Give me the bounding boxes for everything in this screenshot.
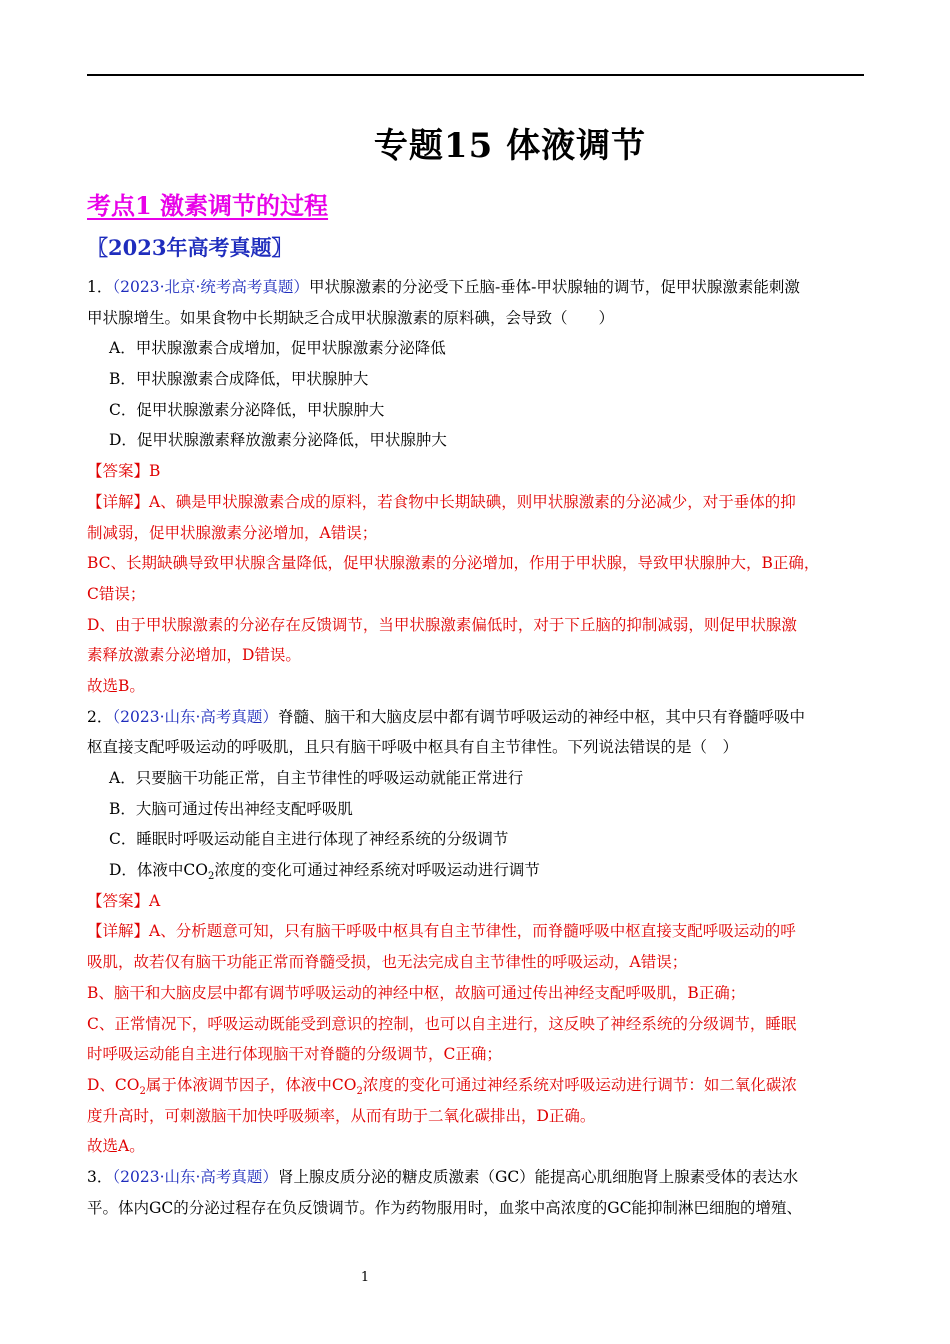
q1-analysis-line: D、由于甲状腺激素的分泌存在反馈调节，当甲状腺激素偏低时，对于下丘脑的抑制减弱，则促甲状腺激 — [87, 615, 797, 634]
q3-source: （2023·山东·高考真题） — [112, 1167, 278, 1186]
q1-option-a: A．甲状腺激素合成增加，促甲状腺激素分泌降低 — [109, 339, 446, 358]
q1-analysis-line: BC、长期缺碘导致甲状腺含量降低，促甲状腺激素的分泌增加，作用于甲状腺，导致甲状腺肿大，B正确， — [87, 554, 820, 573]
year-heading: 〖2023年高考真题〗 — [87, 235, 293, 260]
q2-analysis-line: C、正常情况下，呼吸运动既能受到意识的控制，也可以自主进行，这反映了神经系统的分级调节，睡眠 — [87, 1014, 797, 1033]
q1-analysis-line: 制减弱，促甲状腺激素分泌增加，A错误； — [87, 523, 378, 542]
q1-stem-line2: 甲状腺增生。如果食物中长期缺乏合成甲状腺激素的原料碘，会导致（ ） — [87, 308, 615, 327]
q2-analysis-line: 时呼吸运动能自主进行体现脑干对脊髓的分级调节，C正确； — [87, 1045, 502, 1064]
q2-option-b: B．大脑可通过传出神经支配呼吸肌 — [109, 799, 353, 818]
q2-analysis-line: 度升高时，可刺激脑干加快呼吸频率，从而有助于二氧化碳排出，D正确。 — [87, 1106, 596, 1125]
q3-stem-line2: 平。体内GC的分泌过程存在负反馈调节。作为药物服用时，血浆中高浓度的GC能抑制淋巴细胞的增殖、 — [87, 1198, 802, 1217]
q3-stem-line1 — [87, 1162, 867, 1193]
q1-conclusion: 故选B。 — [87, 676, 145, 695]
q1-source: （2023·北京·统考高考真题） — [112, 278, 309, 296]
q1-option-b: B．甲状腺激素合成降低，甲状腺肿大 — [109, 370, 369, 389]
q1-number: 1． — [87, 278, 113, 296]
q1-answer: 【答案】B — [87, 462, 161, 481]
subscript: 2 — [356, 1085, 363, 1097]
q2-source: （2023·山东·高考真题） — [112, 707, 278, 726]
subscript: 2 — [139, 1085, 146, 1097]
q2-number: 2． — [87, 707, 113, 726]
q2-option-c: C．睡眠时呼吸运动能自主进行体现了神经系统的分级调节 — [109, 830, 509, 849]
q2-conclusion: 故选A。 — [87, 1137, 145, 1156]
q2-analysis-line: B、脑干和大脑皮层中都有调节呼吸运动的神经中枢，故脑可通过传出神经支配呼吸肌，B正确； — [87, 983, 746, 1002]
q2-analysis-text: 浓度的变化可通过神经系统对呼吸运动进行调节：如二氧化碳浓 — [362, 1075, 797, 1094]
subscript: 2 — [208, 871, 215, 883]
question-body — [87, 272, 867, 1223]
q1-analysis-line: C错误； — [87, 584, 146, 603]
q2-analysis-line: 【详解】A、分析题意可知，只有脑干呼吸中枢具有自主节律性，而脊髓呼吸中枢直接支配呼吸运动的呼 — [87, 922, 796, 941]
q2-option-a: A．只要脑干功能正常，自主节律性的呼吸运动就能正常进行 — [109, 769, 524, 787]
q1-option-c: C．促甲状腺激素分泌降低，甲状腺肿大 — [109, 400, 385, 419]
q2-analysis-text: D、CO — [87, 1075, 140, 1094]
q2-stem-line1 — [87, 702, 867, 733]
page-number: 1 — [360, 1270, 370, 1285]
q2-analysis-line — [87, 1070, 867, 1101]
q2-answer: 【答案】A — [87, 891, 161, 910]
section-heading: 考点1 激素调节的过程 — [87, 191, 329, 220]
q1-option-d: D．促甲状腺激素释放激素分泌降低，甲状腺肿大 — [109, 431, 447, 450]
q1-stem-text1: 甲状腺激素的分泌受下丘脑-垂体-甲状腺轴的调节，促甲状腺激素能刺激 — [308, 278, 800, 296]
q2-option-d-text: D．体液中CO — [109, 861, 208, 880]
q2-analysis-text: 属于体液调节因子，体液中CO — [145, 1075, 357, 1094]
q1-analysis-line: 素释放激素分泌增加，D错误。 — [87, 646, 301, 665]
q2-analysis-line: 吸肌，故若仅有脑干功能正常而脊髓受损，也无法完成自主节律性的呼吸运动，A错误； — [87, 953, 688, 972]
q3-stem-text1: 肾上腺皮质分泌的糖皮质激素（GC）能提高心肌细胞肾上腺素受体的表达水 — [277, 1167, 799, 1186]
q2-option-d-text: 浓度的变化可通过神经系统对呼吸运动进行调节 — [214, 861, 540, 880]
q1-stem-line1 — [87, 272, 867, 303]
document-title: 专题15 体液调节 — [373, 126, 647, 166]
header-rule — [87, 74, 864, 76]
q2-stem-text1: 脊髓、脑干和大脑皮层中都有调节呼吸运动的神经中枢，其中只有脊髓呼吸中 — [277, 707, 805, 726]
q2-stem-line2: 枢直接支配呼吸运动的呼吸肌，且只有脑干呼吸中枢具有自主节律性。下列说法错误的是（ ） — [87, 738, 739, 757]
q1-analysis-line: 【详解】A、碘是甲状腺激素合成的原料，若食物中长期缺碘，则甲状腺激素的分泌减少，对于垂体的抑 — [87, 492, 796, 511]
q3-number: 3． — [87, 1167, 113, 1186]
q2-option-d — [87, 855, 867, 886]
